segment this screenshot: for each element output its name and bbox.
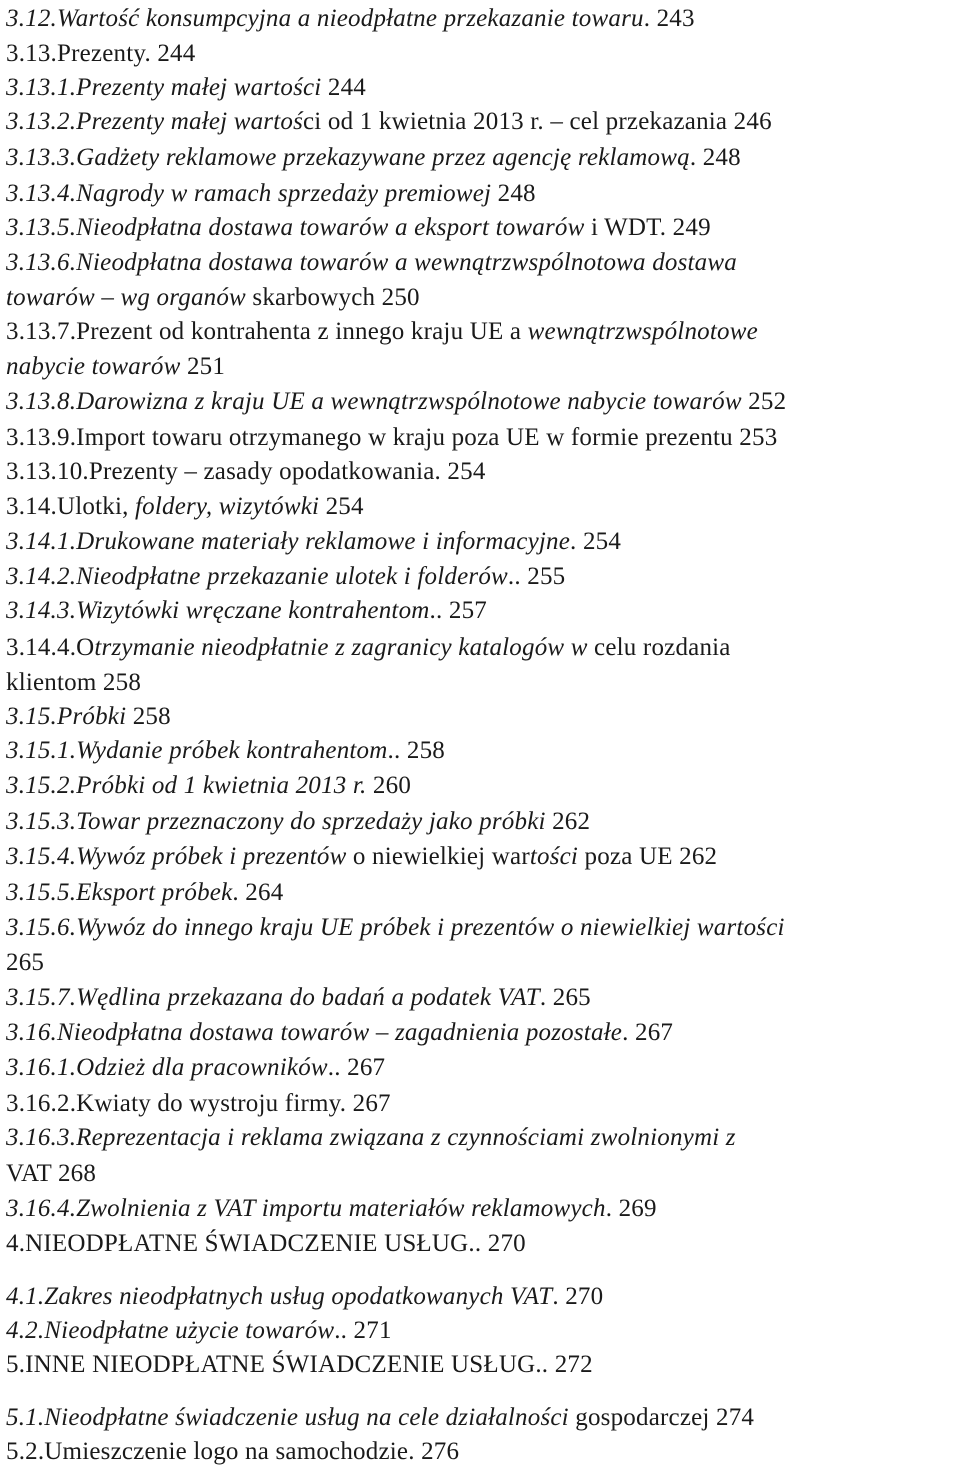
toc-entry <box>6 2 695 36</box>
toc-entry-italic-text: 3.16.4.Zwolnienia z VAT importu materiałów reklamowych <box>6 1195 606 1222</box>
toc-entry <box>6 1192 657 1226</box>
toc-entry <box>6 421 777 455</box>
toc-entry-text: . 267 <box>622 1019 674 1046</box>
toc-entry <box>6 37 195 71</box>
toc-entry-italic-text: 3.15.6.Wywóz do innego kraju UE próbek i prezentów o niewielkiej wartości <box>6 914 785 941</box>
toc-entry-italic-text: 3.13.2.Prezenty małej wartoś <box>6 108 304 135</box>
toc-entry-italic-text: foldery, wizytówki <box>135 493 320 520</box>
toc-entry-text: 4.NIEODPŁATNE ŚWIADCZENIE USŁUG.. 270 <box>6 1230 526 1257</box>
toc-entry-text: . 270 <box>552 1283 604 1310</box>
toc-entry <box>6 281 420 315</box>
toc-entry <box>6 734 445 768</box>
toc-entry <box>6 946 44 980</box>
toc-entry-italic-text: 3.13.5.Nieodpłatna dostawa towarów a eksport towarów <box>6 214 585 241</box>
toc-entry <box>6 1280 603 1314</box>
toc-entry-text: 3.14.4.O <box>6 634 95 661</box>
toc-entry <box>6 769 411 803</box>
toc-entry-italic-text: 3.15.4.Wywóz próbek i prezentów <box>6 843 347 870</box>
toc-entry <box>6 700 171 734</box>
toc-entry-italic-text: 3.16.3.Reprezentacja i reklama związana z czynnościami zwolnionymi z <box>6 1124 736 1151</box>
toc-entry-text: skarbowych 250 <box>252 284 420 311</box>
toc-entry-text: 5.INNE NIEODPŁATNE ŚWIADCZENIE USŁUG.. 272 <box>6 1351 593 1378</box>
toc-entry <box>6 1016 673 1050</box>
toc-entry-text: 251 <box>180 353 226 380</box>
toc-entry-italic-text: 3.13.8.Darowizna z kraju UE a wewnątrzwspólnotowe nabycie towarów <box>6 388 742 415</box>
toc-entry-text: 3.13.9.Import towaru otrzymanego w kraju poza UE w formie prezentu 253 <box>6 424 778 451</box>
toc-entry <box>6 525 621 559</box>
toc-entry-text: 265 <box>6 949 45 976</box>
toc-entry-text: 252 <box>741 388 787 415</box>
toc-entry-text: i WDT. 249 <box>584 214 711 241</box>
toc-entry <box>6 1348 593 1382</box>
toc-entry-text: poza UE 262 <box>578 843 718 870</box>
toc-entry-italic-text: 3.16.Nieodpłatna dostawa towarów – zagadnienia pozostałe <box>6 1019 623 1046</box>
toc-entry-italic-text: towarów – wg organów <box>6 284 253 311</box>
toc-entry <box>6 1401 754 1435</box>
toc-entry <box>6 1227 526 1261</box>
toc-entry <box>6 911 785 945</box>
toc-entry-text: VAT 268 <box>6 1160 97 1187</box>
toc-entry-text: 260 <box>366 772 412 799</box>
toc-entry-italic-text: 3.13.6.Nieodpłatna dostawa towarów a wewnątrzwspólnotowa dostawa <box>6 249 737 276</box>
toc-entry-text: 3.13.Prezenty. 244 <box>6 40 196 67</box>
toc-entry <box>6 177 536 211</box>
toc-entry <box>6 385 786 419</box>
toc-entry-italic-text: 4.2.Nieodpłatne użycie towarów <box>6 1317 335 1344</box>
toc-entry <box>6 350 225 384</box>
toc-entry <box>6 1121 736 1155</box>
toc-entry-text: celu rozdania <box>587 634 731 661</box>
toc-entry-text: . 243 <box>643 5 695 32</box>
toc-entry-text: 262 <box>545 808 591 835</box>
toc-entry-italic-text: 3.15.2.Próbki od 1 kwietnia 2013 r. <box>6 772 367 799</box>
toc-entry <box>6 1435 459 1469</box>
toc-entry-text: .. 255 <box>507 563 566 590</box>
toc-entry-text: .. 258 <box>387 737 445 764</box>
toc-entry-text: 3.13.7.Prezent od kontrahenta z innego kraju UE a <box>6 318 528 345</box>
toc-entry <box>6 876 283 910</box>
toc-entry <box>6 805 590 839</box>
toc-entry <box>6 71 366 105</box>
toc-entry-italic-text: 3.15.Próbki <box>6 703 127 730</box>
toc-entry-text: 248 <box>491 180 536 207</box>
toc-entry-text: 258 <box>126 703 171 730</box>
toc-entry-text: . 254 <box>570 528 622 555</box>
toc-entry-text: .. 257 <box>429 597 487 624</box>
toc-entry <box>6 666 141 700</box>
toc-entry-italic-text: trzymanie nieodpłatnie z zagranicy katalogów w <box>94 634 588 661</box>
toc-entry-italic-text: wewnątrzwspólnotowe <box>527 318 758 345</box>
toc-entry-italic-text: 3.13.1.Prezenty małej wartości <box>6 74 322 101</box>
toc-entry <box>6 981 591 1015</box>
toc-entry <box>6 840 717 874</box>
toc-entry-italic-text: 4.1.Zakres nieodpłatnych usług opodatkowanych VAT <box>6 1283 553 1310</box>
toc-entry-text: 3.14.Ulotki, <box>6 493 135 520</box>
toc-entry <box>6 560 565 594</box>
toc-entry-italic-text: 3.15.5.Eksport próbek <box>6 879 233 906</box>
toc-entry-text: klientom 258 <box>6 669 142 696</box>
toc-entry-italic-text: 3.14.2.Nieodpłatne przekazanie ulotek i folderów <box>6 563 508 590</box>
toc-entry <box>6 1157 96 1191</box>
toc-entry-italic-text: 3.14.3.Wizytówki wręczane kontrahentom <box>6 597 430 624</box>
toc-entry-italic-text: 3.13.4.Nagrody w ramach sprzedaży premiowej <box>6 180 492 207</box>
toc-entry <box>6 455 486 489</box>
toc-entry <box>6 105 772 139</box>
toc-entry <box>6 1087 391 1121</box>
toc-entry-text: 5.2.Umieszczenie logo na samochodzie. 276 <box>6 1438 460 1465</box>
toc-entry-text: gospodarczej 274 <box>568 1404 755 1431</box>
toc-entry <box>6 1314 392 1348</box>
toc-entry-text: . 269 <box>605 1195 657 1222</box>
toc-entry-text: 254 <box>319 493 364 520</box>
toc-entry-text: . 248 <box>689 144 741 171</box>
toc-entry-text: 3.13.10.Prezenty – zasady opodatkowania. 254 <box>6 458 486 485</box>
toc-entry-italic-text: 3.15.3.Towar przeznaczony do sprzedaży jako próbki <box>6 808 546 835</box>
toc-entry-text: . 264 <box>232 879 284 906</box>
toc-entry-italic-text: 3.12.Wartość konsumpcyjna a nieodpłatne przekazanie towaru <box>6 5 644 32</box>
toc-entry-text: 3.16.2.Kwiaty do wystroju firmy. 267 <box>6 1090 391 1117</box>
toc-entry-text: 244 <box>321 74 367 101</box>
toc-entry <box>6 315 758 349</box>
toc-entry-text: .. 271 <box>334 1317 392 1344</box>
toc-entry-italic-text: 3.16.1.Odzież dla pracowników <box>6 1054 328 1081</box>
toc-entry <box>6 1051 385 1085</box>
toc-entry <box>6 246 737 280</box>
toc-entry-italic-text: 3.15.7.Wędlina przekazana do badań a podatek VAT <box>6 984 540 1011</box>
toc-entry-italic-text: nabycie towarów <box>6 353 181 380</box>
toc-entry <box>6 141 741 175</box>
toc-entry <box>6 490 364 524</box>
toc-entry-text: . 265 <box>539 984 591 1011</box>
toc-entry <box>6 211 711 245</box>
toc-entry-text: o niewielkiej war <box>346 843 530 870</box>
toc-entry-text: .. 267 <box>327 1054 386 1081</box>
toc-entry-italic-text: tości <box>529 843 579 870</box>
toc-entry-italic-text: 3.15.1.Wydanie próbek kontrahentom <box>6 737 388 764</box>
toc-entry-text: ci od 1 kwietnia 2013 r. – cel przekazania 246 <box>303 108 772 135</box>
toc-entry-italic-text: 5.1.Nieodpłatne świadczenie usług na cele działalności <box>6 1404 569 1431</box>
toc-entry <box>6 631 731 665</box>
toc-entry-italic-text: 3.14.1.Drukowane materiały reklamowe i informacyjne <box>6 528 571 555</box>
toc-entry-italic-text: 3.13.3.Gadżety reklamowe przekazywane przez agencję reklamową <box>6 144 690 171</box>
toc-entry <box>6 594 487 628</box>
